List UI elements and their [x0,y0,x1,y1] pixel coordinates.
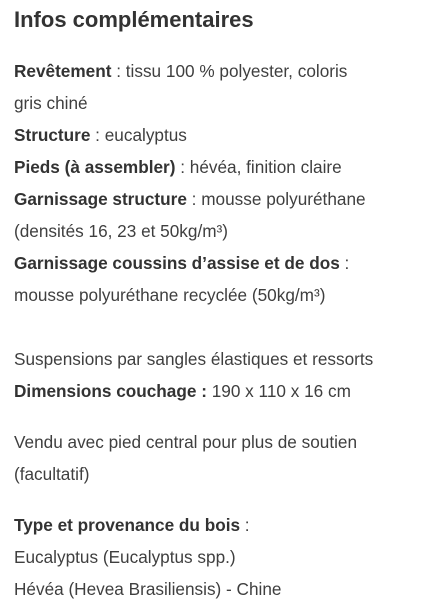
wood-label: Type et provenance du bois [14,515,241,535]
spec-garnissage-coussins: Garnissage coussins d’assise et de dos : [14,253,350,273]
dimensions-label: Dimensions couchage : [14,381,207,401]
spec-revetement: Revêtement : tissu 100 % polyester, coloris [14,61,348,81]
dimensions-value: 190 x 110 x 16 cm [211,381,351,401]
vendu-text-cont: (facultatif) [14,464,90,484]
spec-pieds: Pieds (à assembler) : hévéa, finition claire [14,157,342,177]
spec-revetement-value: tissu 100 % polyester, coloris [125,61,348,81]
spec-garnissage-coussins-value: mousse polyuréthane recyclée (50kg/m³) [14,285,326,305]
spec-revetement-label: Revêtement [14,61,112,81]
spec-garnissage-structure: Garnissage structure : mousse polyuréthane [14,189,366,209]
spec-structure-value: eucalyptus [104,125,187,145]
suspension-dimensions-block [14,343,439,407]
spec-garnissage-structure-value: mousse polyuréthane [201,189,366,209]
wood-block [14,509,439,605]
wood-heading: Type et provenance du bois : [14,515,250,535]
vendu-text: Vendu avec pied central pour plus de soutien [14,432,358,452]
wood-item: Eucalyptus (Eucalyptus spp.) [14,547,236,567]
wood-item: Hévéa (Hevea Brasiliensis) - Chine [14,579,282,599]
spec-structure: Structure : eucalyptus [14,125,187,145]
specs-block [14,55,439,311]
spec-garnissage-coussins-label: Garnissage coussins d’assise et de dos [14,253,340,273]
spec-pieds-label: Pieds (à assembler) [14,157,176,177]
spec-garnissage-structure-label: Garnissage structure [14,189,187,209]
spec-revetement-value-cont: gris chiné [14,93,88,113]
section-title: Infos complémentaires [14,7,254,32]
spec-pieds-value: hévéa, finition claire [189,157,342,177]
vendu-block [14,426,439,490]
spec-garnissage-structure-value-cont: (densités 16, 23 et 50kg/m³) [14,221,228,241]
suspensions-text: Suspensions par sangles élastiques et ressorts [14,349,374,369]
spec-structure-label: Structure [14,125,91,145]
dimensions-line [14,375,439,407]
